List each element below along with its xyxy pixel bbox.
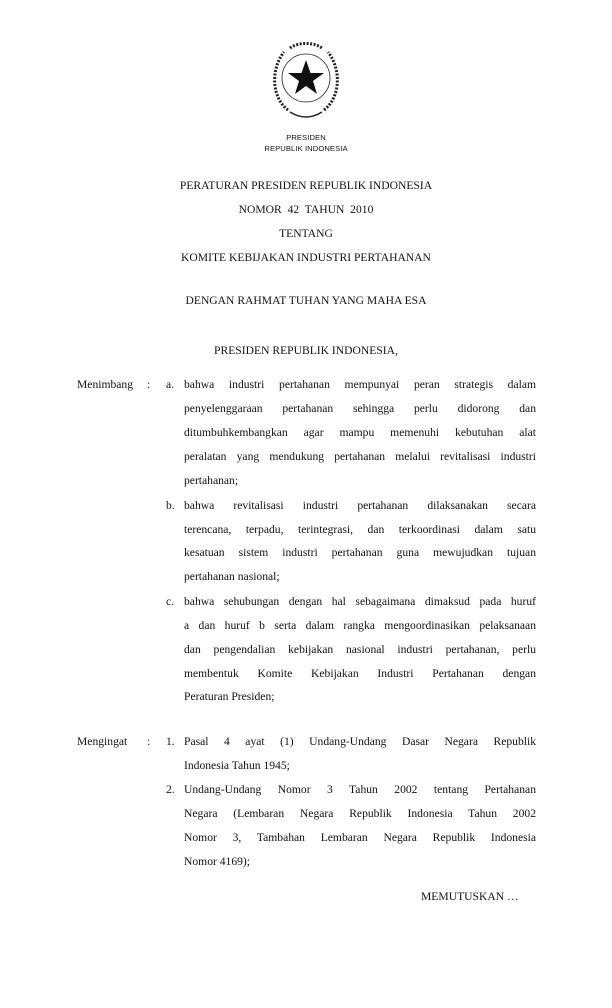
paragraph-line: kesatuan sistem industri pertahanan guna mewujudkan tujuan bbox=[184, 546, 536, 560]
paragraph-line: penyelenggaraan pertahanan sehingga perlu didorong dan bbox=[184, 401, 536, 415]
paragraph-line: terencana, terpadu, terintegrasi, dan terkoordinasi dalam satu bbox=[184, 522, 536, 536]
title-number: NOMOR 42 TAHUN 2010 bbox=[238, 203, 374, 216]
paragraph-line: Pasal 4 ayat (1) Undang-Undang Dasar Negara Republik bbox=[184, 735, 536, 748]
paragraph-line: bahwa sehubungan dengan hal sebagaimana dimaksud pada huruf bbox=[184, 594, 536, 608]
paragraph-line: bahwa revitalisasi industri pertahanan dilaksanakan secara bbox=[184, 498, 536, 512]
paragraph-line: Peraturan Presiden; bbox=[184, 690, 275, 704]
paragraph-line: membentuk Komite Kebijakan Industri Pertahanan dengan bbox=[184, 666, 536, 680]
menimbang-label: Menimbang bbox=[77, 378, 134, 391]
presidential-emblem-icon bbox=[268, 40, 344, 122]
list-marker: 2. bbox=[166, 783, 175, 797]
title-subject: KOMITE KEBIJAKAN INDUSTRI PERTAHANAN bbox=[181, 251, 431, 264]
paragraph-line: pertahanan nasional; bbox=[184, 570, 280, 584]
paragraph-line: a dan huruf b serta dalam rangka mengoordinasikan pelaksanaan bbox=[184, 618, 536, 632]
invocation: DENGAN RAHMAT TUHAN YANG MAHA ESA bbox=[185, 294, 427, 307]
title-line-1: PERATURAN PRESIDEN REPUBLIK INDONESIA bbox=[179, 179, 433, 192]
paragraph-line: dan pengendalian kebijakan nasional industri pertahanan, perlu bbox=[184, 642, 536, 656]
paragraph-line: Indonesia Tahun 1945; bbox=[184, 758, 290, 772]
list-marker: 1. bbox=[166, 735, 175, 748]
paragraph-line: peralatan yang mendukung pertahanan melalui revitalisasi industri bbox=[184, 449, 536, 463]
mengingat-colon: : bbox=[147, 735, 151, 748]
paragraph-line: pertahanan; bbox=[184, 473, 239, 487]
mengingat-label: Mengingat bbox=[77, 735, 128, 748]
list-marker: c. bbox=[166, 594, 175, 608]
issuer: PRESIDEN REPUBLIK INDONESIA, bbox=[214, 344, 398, 357]
list-marker: b. bbox=[166, 498, 175, 512]
paragraph-line: Negara (Lembaran Negara Republik Indonesia Tahun 2002 bbox=[184, 807, 536, 821]
list-marker: a. bbox=[166, 378, 175, 391]
paragraph-line: Undang-Undang Nomor 3 Tahun 2002 tentang Pertahanan bbox=[184, 783, 536, 797]
paragraph-line: bahwa industri pertahanan mempunyai peran strategis dalam bbox=[184, 378, 536, 391]
paragraph-line: Nomor 3, Tambahan Lembaran Negara Republik Indonesia bbox=[184, 831, 536, 845]
office-line-2: REPUBLIK INDONESIA bbox=[264, 144, 348, 153]
paragraph-line: Nomor 4169); bbox=[184, 855, 251, 869]
title-tentang: TENTANG bbox=[279, 227, 333, 240]
paragraph-line: ditumbuhkembangkan agar mampu memenuhi kebutuhan alat bbox=[184, 425, 536, 439]
continuation-marker: MEMUTUSKAN … bbox=[421, 890, 519, 903]
menimbang-colon: : bbox=[147, 378, 151, 391]
office-line-1: PRESIDEN bbox=[286, 133, 326, 142]
